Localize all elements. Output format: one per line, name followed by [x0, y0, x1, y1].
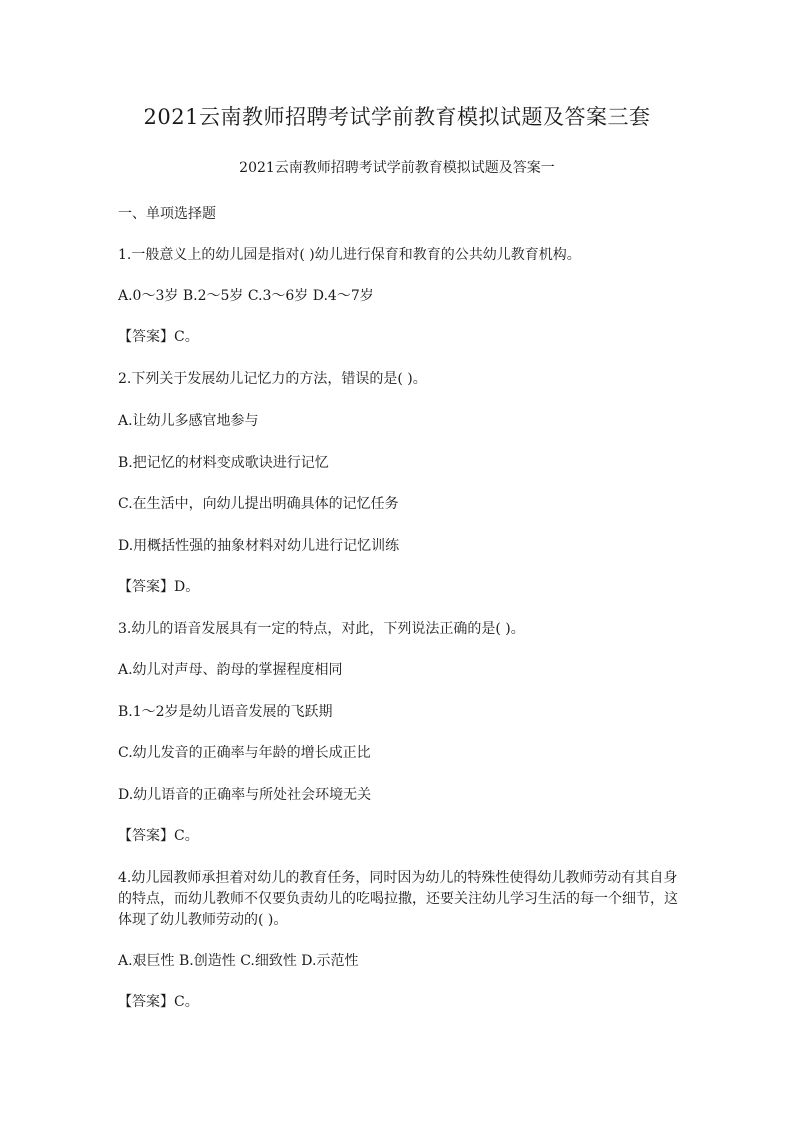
document-subtitle: 2021云南教师招聘考试学前教育模拟试题及答案一 — [239, 160, 555, 176]
question-3-option-d: D.幼儿语音的正确率与所处社会环境无关 — [118, 787, 372, 803]
question-2-option-a: A.让幼儿多感官地参与 — [118, 413, 259, 429]
question-3-option-a: A.幼儿对声母、韵母的掌握程度相同 — [118, 662, 343, 678]
question-1-stem: 1.一般意义上的幼儿园是指对( )幼儿进行保育和教育的公共幼儿教育机构。 — [118, 247, 581, 263]
question-3-answer: 【答案】C。 — [118, 828, 199, 844]
question-1-answer: 【答案】C。 — [118, 329, 199, 345]
question-2-option-d: D.用概括性强的抽象材料对幼儿进行记忆训练 — [118, 538, 400, 554]
question-3-option-c: C.幼儿发音的正确率与年龄的增长成正比 — [118, 745, 371, 761]
question-4-answer: 【答案】C。 — [118, 994, 199, 1010]
question-4-options: A.艰巨性 B.创造性 C.细致性 D.示范性 — [118, 953, 359, 969]
question-3-stem: 3.幼儿的语音发展具有一定的特点，对此，下列说法正确的是( )。 — [118, 621, 525, 637]
document-title: 2021云南教师招聘考试学前教育模拟试题及答案三套 — [143, 105, 651, 129]
question-2-stem: 2.下列关于发展幼儿记忆力的方法，错误的是( )。 — [118, 371, 427, 387]
question-2-option-c: C.在生活中，向幼儿提出明确具体的记忆任务 — [118, 496, 399, 512]
question-3-option-b: B.1～2岁是幼儿语音发展的飞跃期 — [118, 704, 333, 720]
section-heading: 一、单项选择题 — [118, 206, 216, 222]
question-2-answer: 【答案】D。 — [118, 579, 200, 595]
question-2-option-b: B.把记忆的材料变成歌诀进行记忆 — [118, 455, 329, 471]
question-1-options: A.0～3岁 B.2～5岁 C.3～6岁 D.4～7岁 — [118, 288, 374, 304]
question-4-stem: 4.幼儿园教师承担着对幼儿的教育任务，同时因为幼儿的特殊性使得幼儿教师劳动有其自身的特点，而幼儿教师不仅要负责幼儿的吃喝拉撒，还要关注幼儿学习生活的每一个细节，这体现了幼儿教师劳动的( )。 — [118, 870, 678, 928]
